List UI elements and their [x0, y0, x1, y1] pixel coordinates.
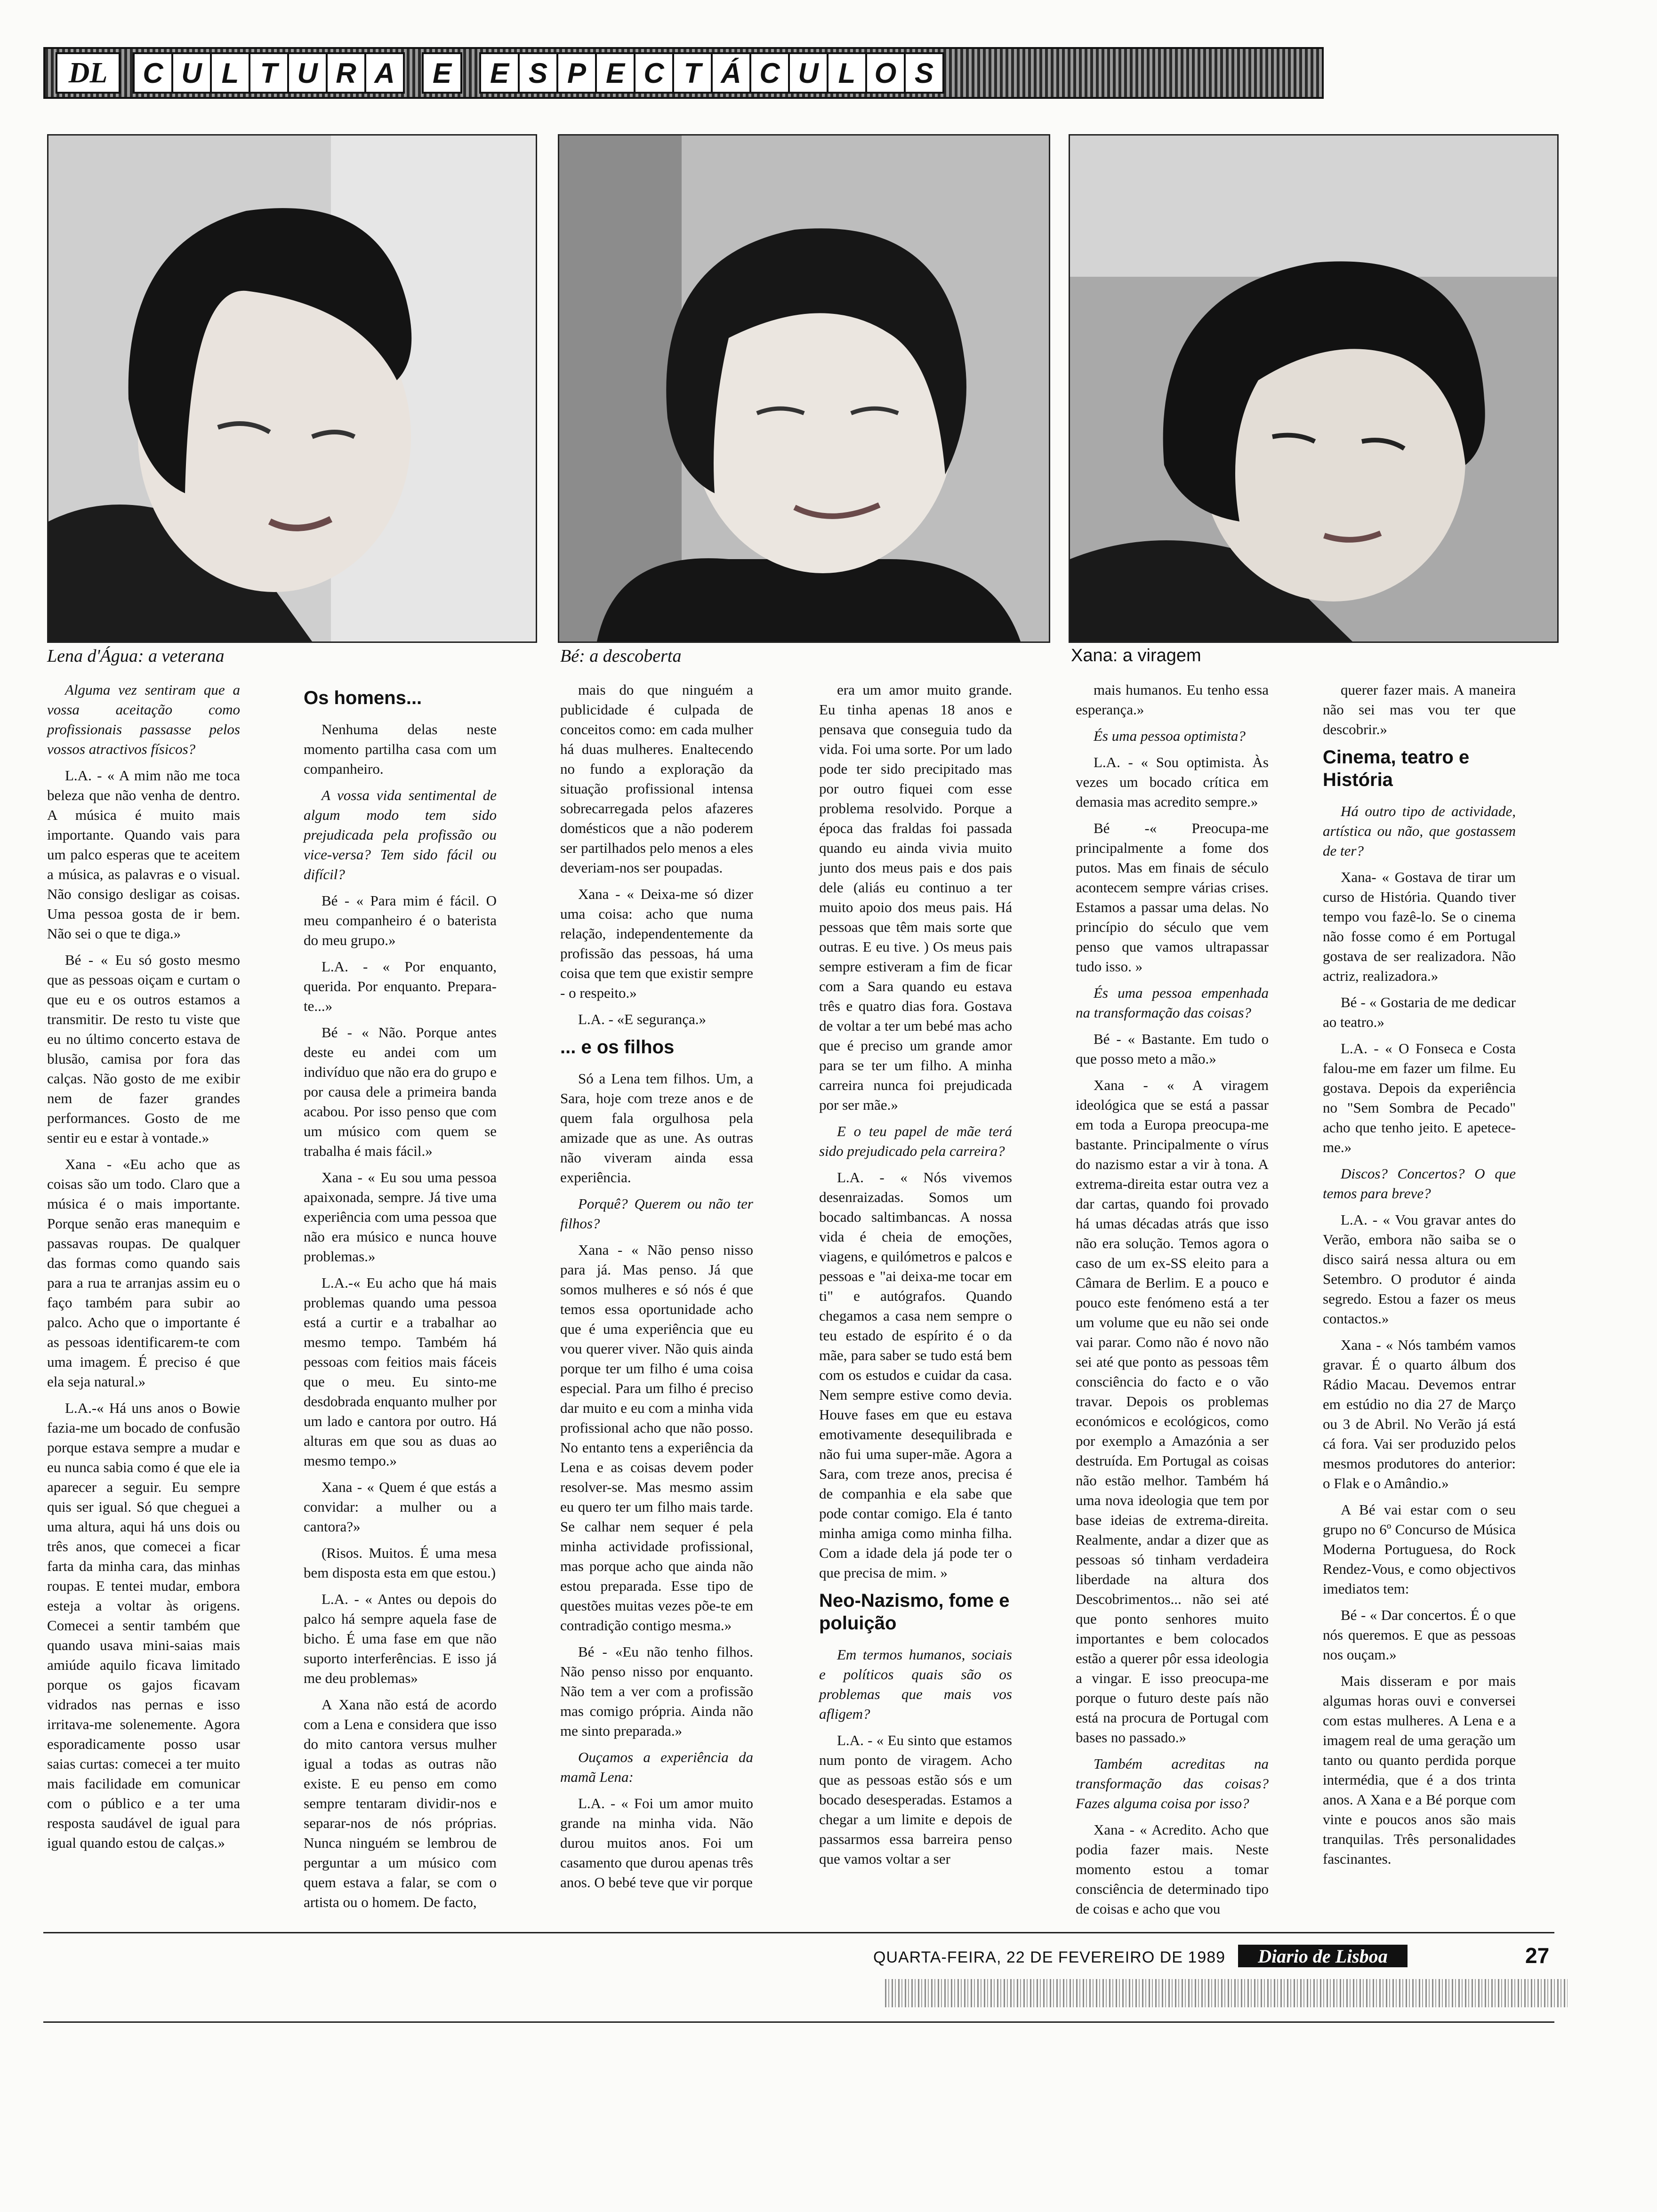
paragraph: Xana - « A viragem ideológica que se está a passar em toda a Europa preocupa-me bastante. Principalmente o vírus do nazismo estar a vir à tona. A extrema-direita estar outra vez a dar cartas, quando foi provado há umas décadas atrás que isso não era solução. Temos agora o caso de um ex-SS eleito para a Câmara de Berlim. E a pouco e pouco este fenómeno está a ter um volume que eu não sei onde vai parar. Como não é novo não sei até que ponto as pessoas têm consciência do facto e o vão travar. Depois os problemas económicos e ecológicos, como por exemplo a Amazónia a ser destruída. Em Portugal as coisas não estão melhor. Também há uma nova ideologia que tem por base ideias de extrema-direita. Realmente, andar a dizer que as pessoas só tinham verdadeira liberdade na altura dos Descobrimentos... não sei até que ponto senhores muito importantes e bem colocados estão a querer pôr essa ideologia a vingar. E isso preocupa-me porque o futuro deste país não está na procura de Portugal com bases no passado.» [1076, 1077, 1269, 1746]
paragraph: Bé - « Gostaria de me dedicar ao teatro.» [1323, 994, 1516, 1030]
paragraph: Nenhuma delas neste momento partilha casa com um companheiro. [304, 721, 497, 777]
paragraph: L.A. - «E segurança.» [578, 1011, 707, 1027]
article-column-2 [304, 680, 497, 1919]
interview-question: És uma pessoa optimista? [1094, 728, 1246, 744]
paragraph: Só a Lena tem filhos. Um, a Sara, hoje com treze anos e de quem fala orgulhosa pela amizade que as une. As outras não viveram ainda essa experiência. [560, 1070, 753, 1186]
section-title [135, 52, 944, 94]
paragraph: Bé - « Para mim é fácil. O meu companheiro é o baterista do meu grupo.» [304, 892, 497, 948]
paragraph: era um amor muito grande. Eu tinha apenas 18 anos e pensava que conseguia tudo da vida. Foi uma sorte. Por um lado pode ter sido precipitado mas por outro fiquei com esse problema resolvido. Porque a época das fraldas foi passada quando eu ainda vivia muito junto dos meus pais e dos pais dele (aliás eu continuo a ter muito apoio dos meus pais. Há pessoas que têm mais sorte que outras. E eu tive. ) Os meus pais sempre estiveram a fim de ficar com a Sara quando eu estava três e quatro dias fora. Gostava de voltar a ter um bebé mas acho que é preciso um grande amor para se ter um filho. A minha carreira nunca foi prejudicada por ser mãe.» [819, 681, 1012, 1113]
interview-question: Ouçamos a experiência da mamã Lena: [560, 1749, 753, 1785]
footer-rule [43, 1932, 1554, 1933]
interview-question: E o teu papel de mãe terá sido prejudicado pela carreira? [819, 1123, 1012, 1159]
title-letter: T [672, 52, 713, 94]
paragraph: L.A. - « Nós vivemos desenraizadas. Somos um bocado saltimbancas. A nossa vida é cheia de emoções, viagens, e quilómetros e palcos e pessoas e "ai deixa-me tocar em ti" e autógrafos. Quando chegamos a casa nem sempre o teu estado de espírito é o da mãe, para saber se tudo está bem com os estudos e cuidar da casa. Nem sempre estive como devia. Houve fases em que eu estava emotivamente desequilibrada e não fui uma super-mãe. Agora a Sara, com treze anos, precisa é de companhia e ela sabe que pode contar comigo. Ela é tanto minha amiga como minha filha. Com a idade dela já pode ter o que precisa de mim. » [819, 1169, 1012, 1581]
title-letter: A [364, 52, 405, 94]
paragraph: querer fazer mais. A maneira não sei mas vou ter que descobrir.» [1323, 681, 1516, 737]
paragraph: Xana - « Quem é que estás a convidar: a mulher ou a cantora?» [304, 1479, 497, 1535]
title-letter: U [171, 52, 212, 94]
interview-question: Discos? Concertos? O que temos para breve? [1323, 1165, 1516, 1202]
title-letter: Á [711, 52, 751, 94]
article-column-4 [819, 680, 1012, 1875]
paragraph: L.A. - « Foi um amor muito grande na minha vida. Não durou muitos anos. Foi um casamento que durou apenas três anos. O bebé teve que vir porque [560, 1795, 753, 1891]
title-letter: E [595, 52, 635, 94]
newspaper-masthead: Diario de Lisboa [1238, 1945, 1408, 1967]
paragraph: Bé -« Preocupa-me principalmente a fome dos putos. Mas em finais de século acontecem sempre várias crises. Estamos a passar uma delas. No princípio do século que vem penso que vamos ultrapassar tudo isso. » [1076, 820, 1269, 975]
article-column-3 [560, 680, 753, 1899]
title-letter: S [904, 52, 944, 94]
title-letter: C [133, 52, 173, 94]
title-letter: L [827, 52, 867, 94]
interview-question: Há outro tipo de actividade, artística ou não, que gostassem de ter? [1323, 803, 1516, 859]
paragraph: Bé - « Dar concertos. É o que nós queremos. E que as pessoas nos ouçam.» [1323, 1607, 1516, 1663]
title-letter: C [634, 52, 674, 94]
paragraph: L.A. - « Antes ou depois do palco há sempre aquela fase de bicho. É uma fase em que não suporto interferências. E isso já me deu problemas» [304, 1591, 497, 1686]
section-heading: Cinema, teatro e História [1323, 747, 1470, 790]
title-letter: L [210, 52, 250, 94]
title-letter: E [479, 52, 520, 94]
interview-question: Também acreditas na transformação das coisas? Fazes alguma coisa por isso? [1076, 1755, 1269, 1811]
newspaper-logo: DL [56, 52, 121, 94]
paragraph: (Risos. Muitos. É uma mesa bem disposta esta em que estou.) [304, 1545, 497, 1581]
paragraph: Xana - « Não penso nisso para já. Mas penso. Já que somos mulheres e só nós é que temos essa oportunidade acho que é uma experiência que eu vou querer viver. Não quis ainda porque ter um filho é uma coisa especial. Para um filho é preciso dar muito e eu com a minha vida profissional acho que não posso. No entanto tens a experiência da Lena e as coisas devem poder resolver-se. Mas mesmo assim eu quero ter um filho mais tarde. Se calhar nem sequer é pela minha actividade profissional, mas porque acho que ainda não estou preparada. Esse tipo de questões muitas vezes põe-te em contradição contigo mesma.» [560, 1242, 753, 1634]
paragraph: L.A. - « Por enquanto, querida. Por enquanto. Prepara-te...» [304, 958, 497, 1014]
title-letter: U [788, 52, 828, 94]
paragraph: Bé - « Eu só gosto mesmo que as pessoas oiçam e curtam o que eu e os outros estamos a transmitir. De resto tu viste que eu no último concerto estava de blusão, camisa por fora das calças. Não gosto de me exibir nem de fazer grandes performances. Gosto de me sentir eu e estar à vontade.» [47, 952, 240, 1146]
paragraph: Bé - «Eu não tenho filhos. Não penso nisso por enquanto. Não tem a ver com a profissão mas comigo própria. Ainda não me sinto preparada.» [560, 1643, 753, 1739]
article-column-5 [1076, 680, 1269, 1925]
photo-caption-be: Bé: a descoberta [560, 646, 682, 666]
title-letter: O [865, 52, 906, 94]
photo-caption-lena: Lena d'Água: a veterana [47, 646, 225, 666]
paragraph: Xana - « Eu sou uma pessoa apaixonada, sempre. Já tive uma experiência com uma pessoa que não era músico e nunca houve problemas.» [304, 1169, 497, 1265]
bottom-rule [43, 2021, 1554, 2023]
photo-lena-dagua [47, 134, 537, 643]
paragraph: L.A. - « A mim não me toca beleza que não venha de dentro. A música é muito mais importante. Quando vais para um palco esperas que te aceitem a música, as palavras e o visual. Não consigo desligar as coisas. Uma pessoa gosta de ir bem. Não sei o que te diga.» [47, 767, 240, 942]
paragraph: L.A. - « O Fonseca e Costa falou-me em fazer um filme. Eu gostava. Depois da experiência no "Sem Sombra de Pecado" acho que tenho jeito. E apetece-me.» [1323, 1040, 1516, 1155]
paragraph: mais humanos. Eu tenho essa esperança.» [1076, 681, 1269, 718]
paragraph: Xana- « Gostava de tirar um curso de História. Quando tiver tempo vou fazê-lo. Se o cinema não fosse como é em Portugal gostava de ser realizadora. Não actriz, realizadora.» [1323, 869, 1516, 984]
page-number: 27 [1525, 1943, 1550, 1968]
paragraph: Xana - « Deixa-me só dizer uma coisa: acho que numa relação, independentemente da profissão das pessoas, há uma coisa que tem que existir sempre - o respeito.» [560, 886, 753, 1001]
paragraph: Mais disseram e por mais algumas horas ouvi e conversei com estas mulheres. A Lena e a imagem real de uma geração um tanto ou quanto perdida porque intermédia, que é a dos trinta anos. A Xana e a Bé porque com vinte e poucos anos são mais tranquilas. Três personalidades fascinantes. [1323, 1673, 1516, 1867]
title-letter: R [326, 52, 366, 94]
paragraph: Bé - « Bastante. Em tudo o que posso meto a mão.» [1076, 1031, 1269, 1067]
paragraph: A Xana não está de acordo com a Lena e considera que isso do mito cantora versus mulher igual a todas as outras não existe. E eu penso em como sempre tentaram dividir-nos e separar-nos de nós próprias. Nunca ninguém se lembrou de perguntar a um músico com quem estava a falar, se com o artista ou o homem. De facto, [304, 1696, 497, 1910]
title-letter: U [287, 52, 328, 94]
section-header-banner [43, 47, 1324, 99]
paragraph: Xana - « Acredito. Acho que podia fazer mais. Neste momento estou a tomar consciência de determinado tipo de coisas e acho que vou [1076, 1821, 1269, 1917]
photo-be [558, 134, 1050, 643]
photo-caption-xana: Xana: a viragem [1071, 646, 1201, 665]
interview-question: A vossa vida sentimental de algum modo tem sido prejudicada pela profissão ou vice-versa? Tem sido fácil ou difícil? [304, 787, 497, 882]
paragraph: L.A.-« Há uns anos o Bowie fazia-me um bocado de confusão porque estava sempre a mudar e eu nunca sabia como é que ele ia aparecer a seguir. Eu sempre quis ser igual. Só que cheguei a uma altura, aqui há uns dois ou três anos, que comecei a ficar farta da minha cara, das minhas roupas. E tentei mudar, embora esteja a voltar às origens. Comecei a sentir também que quando usava mini-saias mais amiúde aquilo ficava limitado porque os gajos ficavam vidrados nas pernas e isso irritava-me solenemente. Agora esporadicamente posso usar saias curtas: comecei a ter muito mais facilidade em comunicar com o público e a ter uma resposta saudável de igual para igual quando estou de calças.» [47, 1400, 240, 1851]
paragraph: Xana - « Nós também vamos gravar. É o quarto álbum dos Rádio Macau. Devemos entrar em estúdio no dia 27 de Março ou 3 de Abril. No Verão já está cá fora. Vai ser produzido pelos mesmos produtores do anterior: o Flak e o Amândio.» [1323, 1337, 1516, 1491]
interview-question: És uma pessoa empenhada na transformação das coisas? [1076, 985, 1269, 1021]
photo-xana [1069, 134, 1559, 643]
paragraph: A Bé vai estar com o seu grupo no 6º Concurso de Música Moderna Portuguesa, do Rock Rendez-Vous, e como objectivos imediatos tem: [1323, 1501, 1516, 1597]
paragraph: L.A.-« Eu acho que há mais problemas quando uma pessoa está a curtir e a trabalhar ao mesmo tempo. Também há pessoas com feitios mais fáceis que o meu. Eu sinto-me desdobrada enquanto mulher por um lado e cantora por outro. Há alturas em que sou as duas ao mesmo tempo.» [304, 1274, 497, 1469]
title-letter: T [249, 52, 289, 94]
article-column-1 [47, 680, 240, 1859]
article-column-6 [1323, 680, 1516, 1875]
paragraph: L.A. - « Vou gravar antes do Verão, embora não saiba se o disco sairá nessa altura ou em Setembro. O produtor é ainda segredo. Estou a fazer os meus contactos.» [1323, 1211, 1516, 1327]
section-heading: Os homens... [304, 688, 422, 708]
title-letter: S [518, 52, 558, 94]
title-letter: C [749, 52, 790, 94]
paragraph: Bé - « Não. Porque antes deste eu andei com um indivíduo que não era do grupo e por causa dele a primeira banda acabou. Por isso penso que com um músico com quem se trabalha é mais fácil.» [304, 1024, 497, 1159]
print-barcode-strip [885, 1979, 1568, 2007]
section-heading: Neo-Nazismo, fome e poluição [819, 1590, 1010, 1634]
footer-date: QUARTA-FEIRA, 22 DE FEVEREIRO DE 1989 [873, 1948, 1226, 1966]
paragraph: L.A. - « Eu sinto que estamos num ponto de viragem. Acho que as pessoas estão sós e um bocado desesperadas. Estamos a chegar a um limite e depois de passarmos essa barreira penso que vamos voltar a ser [819, 1732, 1012, 1867]
title-letter: P [556, 52, 597, 94]
interview-question: Porquê? Querem ou não ter filhos? [560, 1195, 753, 1232]
paragraph: L.A. - « Sou optimista. Às vezes um bocado crítica em demasia mas acredito sempre.» [1076, 754, 1269, 810]
title-letter: E [422, 52, 462, 94]
interview-question: Em termos humanos, sociais e políticos quais são os problemas que mais vos afligem? [819, 1646, 1012, 1722]
paragraph: Xana - «Eu acho que as coisas são um todo. Claro que a música é o mais importante. Porque senão eras manequim e passavas roupas. De qualquer das formas como quando sais para a rua te arranjas assim eu o faço também para subir ao palco. Acho que o importante é as pessoas identificarem-te com uma imagem. É preciso é que ela seja natural.» [47, 1156, 240, 1390]
paragraph: mais do que ninguém a publicidade é culpada de conceitos como: em cada mulher há duas mulheres. Enaltecendo no fundo a exploração da situação profissional intensa sobrecarregada pelos afazeres domésticos que a não poderem ser partilhados pelo menos a eles deveriam-nos ser poupadas. [560, 681, 753, 876]
section-heading: ... e os filhos [560, 1037, 675, 1058]
interview-question: Alguma vez sentiram que a vossa aceitação como profissionais passasse pelos vossos atractivos físicos? [47, 681, 240, 757]
